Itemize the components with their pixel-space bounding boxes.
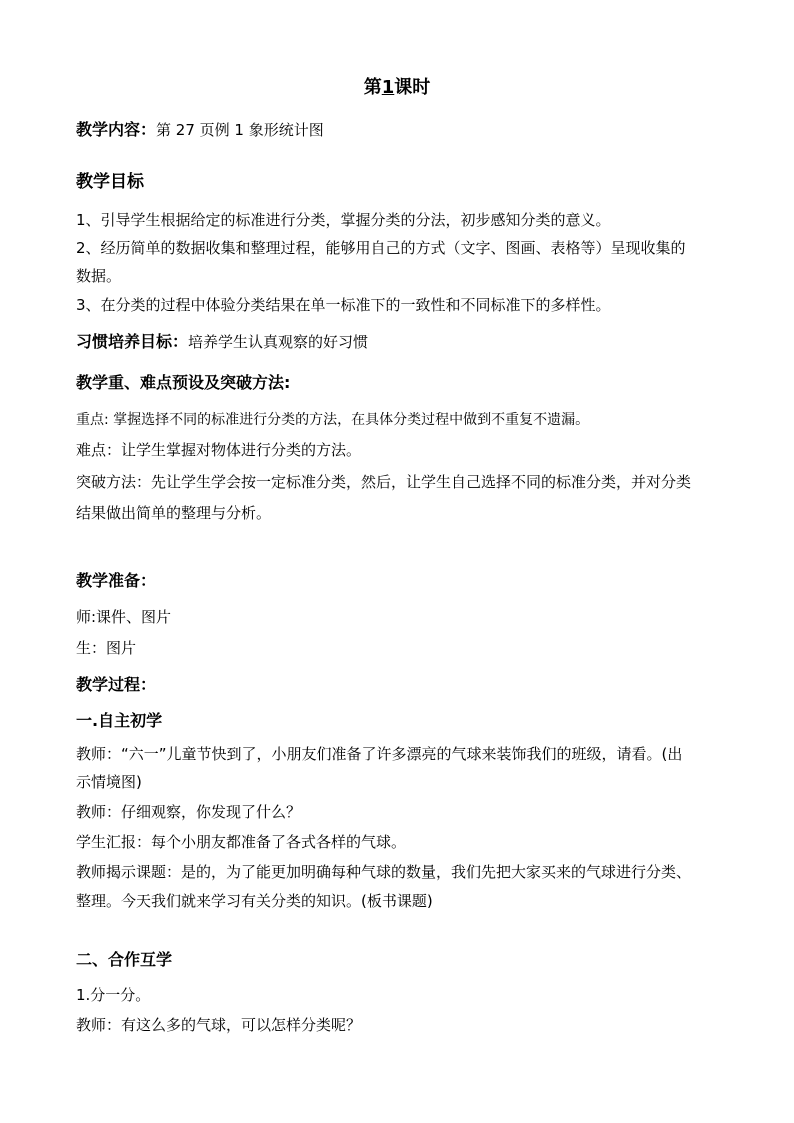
keypoint-difficulty: 难点：让学生掌握对物体进行分类的方法。 [76,441,362,459]
keypoint-method: 结果做出简单的整理与分析。 [76,504,272,522]
process-line: 整理。今天我们就来学习有关分类的知识。(板书课题) [76,892,433,910]
prep-teacher: 师:课件、图片 [76,608,172,626]
teaching-content-value: 第 27 页例 1 象形统计图 [156,121,324,139]
goal-item: 数据。 [76,267,122,285]
teaching-content-label: 教学内容： [76,120,157,139]
keypoint-focus: 重点: 掌握选择不同的标准进行分类的方法，在具体分类过程中做到不重复不遗漏。 [76,412,590,428]
keypoint-method: 突破方法：先让学生学会按一定标准分类，然后，让学生自己选择不同的标准分类，并对分类 [76,473,692,491]
section-heading: 一.自主初学 [76,711,163,730]
process-heading: 教学过程： [76,675,157,694]
habit-goal-label: 习惯培养目标： [76,332,189,351]
process-line: 学生汇报：每个小朋友都准备了各式各样的气球。 [76,833,407,851]
section-heading: 二、合作互学 [76,950,173,969]
teaching-content [76,119,736,141]
prep-student: 生：图片 [76,639,137,657]
goals-heading: 教学目标 [76,172,144,192]
process-line: 示情境图) [76,773,142,791]
goal-item: 1、引导学生根据给定的标准进行分类，掌握分类的分法，初步感知分类的意义。 [76,211,611,229]
title-suffix: 课时 [394,77,431,98]
goal-item: 2、经历简单的数据收集和整理过程，能够用自己的方式（文字、图画、表格等）呈现收集的 [76,239,686,257]
process-line: 教师：仔细观察，你发现了什么？ [76,803,302,821]
goal-item: 3、在分类的过程中体验分类结果在单一标准下的一致性和不同标准下的多样性。 [76,296,611,314]
title-prefix: 第 [363,77,382,98]
habit-goal [76,331,736,353]
lesson-number: 1 [381,77,395,98]
lesson-title [0,75,794,101]
keypoints-heading: 教学重、难点预设及突破方法: [76,373,291,392]
process-line: 教师：有这么多的气球，可以怎样分类呢？ [76,1016,362,1034]
prep-heading: 教学准备： [76,571,157,590]
process-line: 教师：“六一”儿童节快到了，小朋友们准备了许多漂亮的气球来装饰我们的班级，请看。(出 [76,745,683,763]
habit-goal-value: 培养学生认真观察的好习惯 [188,333,369,351]
process-line: 教师揭示课题：是的，为了能更加明确每种气球的数量，我们先把大家买来的气球进行分类、 [76,863,692,881]
process-line: 1.分一分。 [76,986,151,1004]
